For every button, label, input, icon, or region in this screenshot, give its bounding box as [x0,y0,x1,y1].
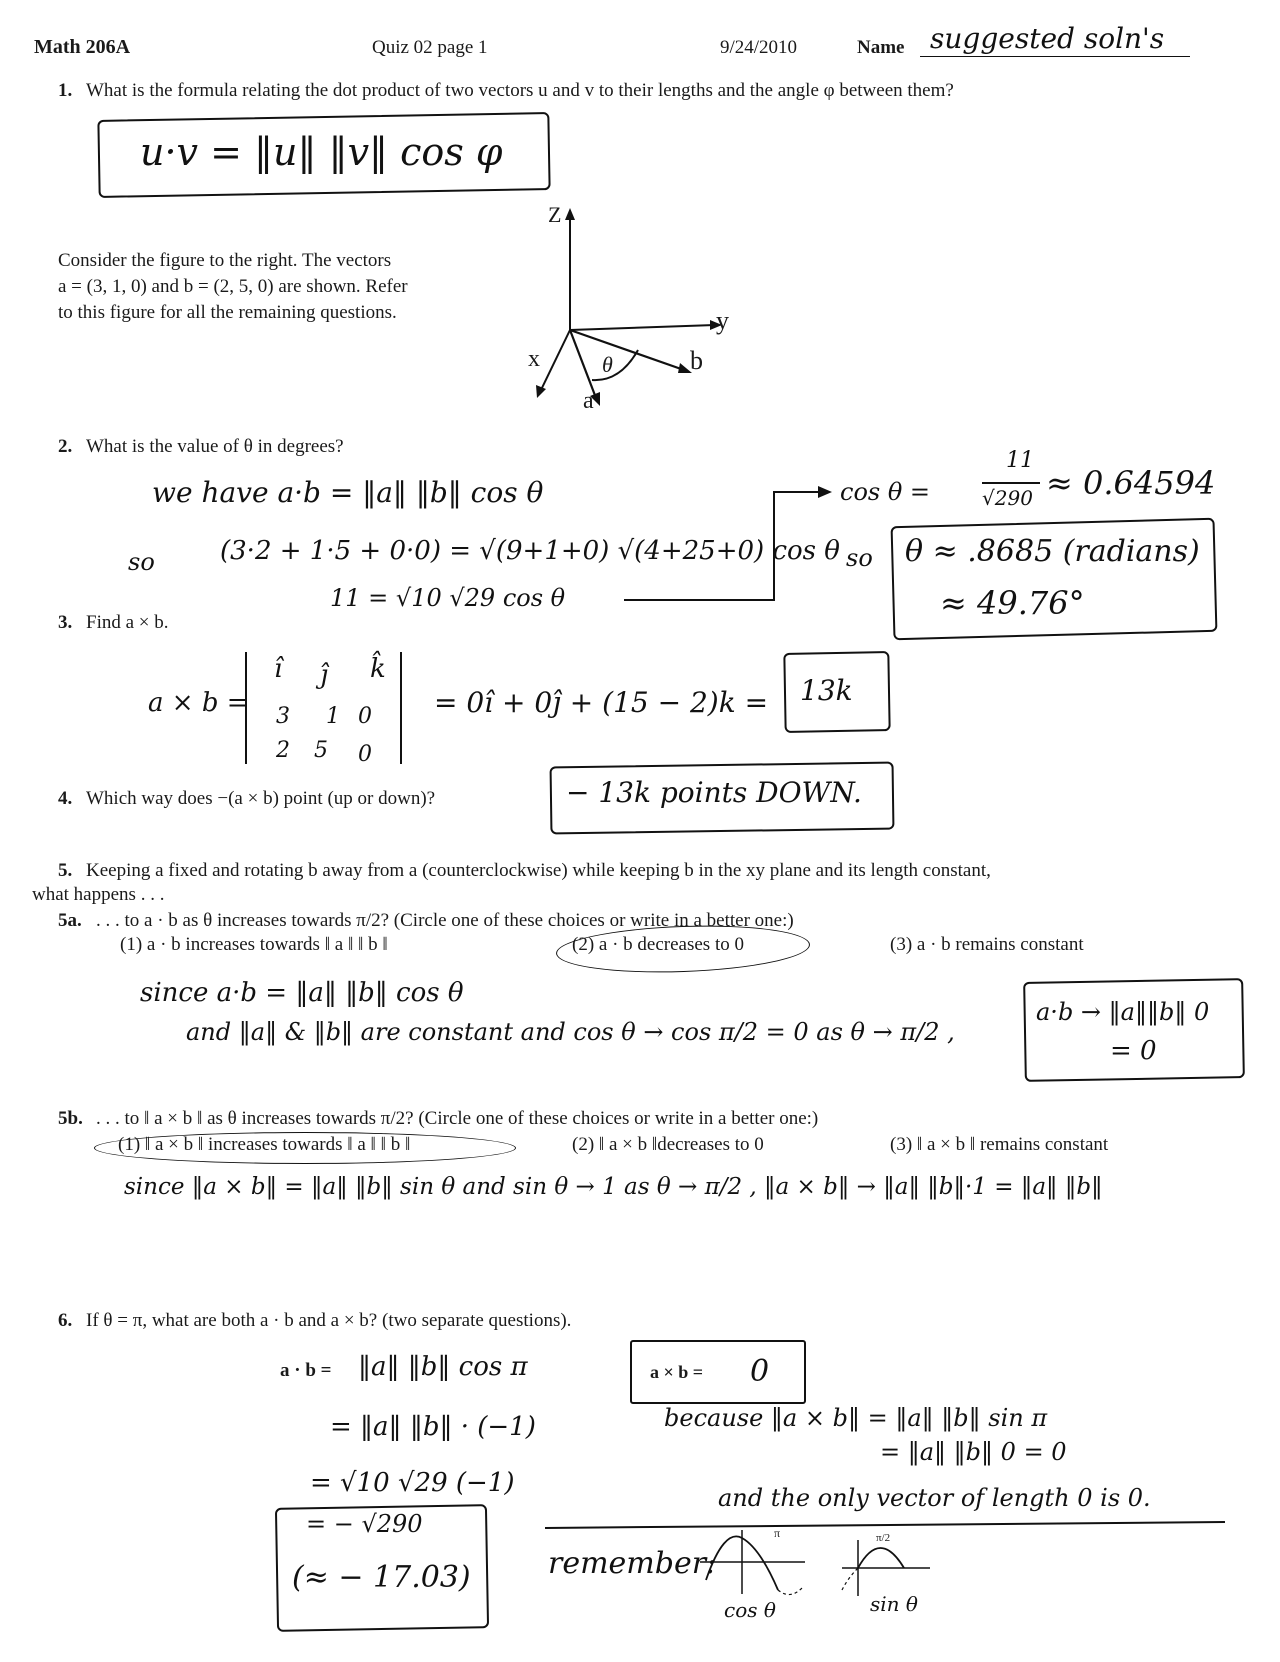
q5a-answer-line-1: a·b → ‖a‖‖b‖ 0 [1036,998,1210,1026]
matrix-r1c2: ĵ [320,660,329,690]
q5a-work-1: since a·b = ‖a‖ ‖b‖ cos θ [140,978,464,1008]
q6-text: If θ = π, what are both a · b and a × b? (two separate questions). [86,1310,572,1331]
name-value: suggested soln's [930,22,1165,55]
sin-curve [858,1548,904,1568]
q5-text-line-1: Keeping a fixed and rotating b away from a (counterclockwise) while keeping b in the xy plane and its length constant, [86,860,991,881]
intro-line-1: Consider the figure to the right. The vectors [58,250,392,271]
q2-so-2: so [846,544,873,572]
q5a-answer-line-2: = 0 [1110,1036,1157,1066]
intro-line-3: to this figure for all the remaining questions. [58,302,397,323]
quiz-title: Quiz 02 page 1 [372,37,488,58]
sin-sketch-label: sin θ [870,1592,918,1616]
figure-z-label: Z [548,202,562,227]
sin-curve-dashed [842,1568,858,1590]
matrix-r2c3: 0 [358,704,372,729]
q2-fraction-denominator: √290 [982,486,1033,510]
q2-fraction-numerator: 11 [1006,448,1034,473]
q2-so: so [128,548,155,576]
figure-x-label: x [528,346,540,372]
q6-dot-answer-line-1: = − √290 [306,1510,423,1538]
q5-number: 5. [58,860,73,881]
q4-answer: − 13k points DOWN. [566,776,862,809]
cos-sketch-pi-label: π [774,1526,781,1540]
q6-cross-value: 0 [750,1354,770,1389]
q2-work-1: we have a·b = ‖a‖ ‖b‖ cos θ [152,476,544,509]
q5b-choice-2: (2) ‖ a × b ‖decreases to 0 [572,1134,764,1155]
q2-text: What is the value of θ in degrees? [86,436,344,457]
q5a-choice-3: (3) a · b remains constant [890,934,1084,955]
q2-answer-radians: θ ≈ .8685 (radians) [905,534,1200,569]
sin-sketch-half-pi-label: π/2 [876,1532,891,1544]
q3-text: Find a × b. [86,612,169,633]
q6-number: 6. [58,1310,73,1331]
q5a-work-2: and ‖a‖ & ‖b‖ are constant and cos θ → cos π/2 = 0 as θ → π/2 , [186,1018,955,1046]
figure-a-label: a [583,388,594,414]
q6-dot-answer-line-2: (≈ − 17.03) [292,1560,471,1595]
q6-dot-label: a · b = [280,1360,332,1381]
q2-work-2: (3·2 + 1·5 + 0·0) = √(9+1+0) √(4+25+0) cos θ [220,536,840,566]
q2-approx-value: ≈ 0.64594 [1046,464,1216,502]
q6-dot-line-1: ‖a‖ ‖b‖ cos π [358,1352,528,1382]
q2-answer-degrees: ≈ 49.76° [940,584,1085,622]
q1-answer: u·v = ‖u‖ ‖v‖ cos φ [140,130,503,174]
matrix-r2c1: 3 [276,704,290,729]
cos-curve-dashed [778,1588,802,1595]
q5b-work: since ‖a × b‖ = ‖a‖ ‖b‖ sin θ and sin θ → 1 as θ → π/2 , ‖a × b‖ → ‖a‖ ‖b‖·1 = ‖a‖ ‖b‖ [124,1174,1103,1200]
q6-cross-work-3: and the only vector of length 0 is 0. [718,1484,1151,1512]
q3-answer: 13k [800,674,853,707]
cos-sketch-label: cos θ [724,1598,776,1622]
remember-label: remember: [548,1546,717,1581]
matrix-r3c2: 5 [314,738,328,763]
figure-y-label: y [716,306,729,335]
q3-expansion: = 0î + 0ĵ + (15 − 2)k = [434,686,769,719]
matrix-r3c1: 2 [276,738,290,763]
matrix-r3c3: 0 [358,742,372,767]
q5a-choice-2: (2) a · b decreases to 0 [572,934,744,955]
course-title: Math 206A [34,36,131,58]
q6-cross-label: a × b = [650,1362,704,1382]
q4-number: 4. [58,788,73,809]
q6-dot-line-2: = ‖a‖ ‖b‖ · (−1) [330,1412,536,1442]
q5a-text: . . . to a · b as θ increases towards π/2? (Circle one of these choices or write in a better one:) [96,910,794,931]
figure-theta-label: θ [602,352,613,377]
quiz-date: 9/24/2010 [720,37,798,58]
name-label: Name [857,37,905,58]
q5a-choice-1: (1) a · b increases towards ‖ a ‖ ‖ b ‖ [120,934,388,955]
q1-number: 1. [58,80,73,101]
q2-work-3: 11 = √10 √29 cos θ [330,584,566,612]
q5b-choice-3: (3) ‖ a × b ‖ remains constant [890,1134,1109,1155]
q5-text-line-2: what happens . . . [32,884,165,905]
q4-text: Which way does −(a × b) point (up or down)? [86,788,436,809]
q2-number: 2. [58,436,73,457]
figure-b-label: b [690,346,703,375]
q2-cos-line: cos θ = [840,478,931,506]
q1-text: What is the formula relating the dot product of two vectors u and v to their lengths and the angle φ between them? [86,80,954,101]
matrix-r1c3: k̂ [370,654,386,684]
matrix-r1c1: î [274,654,283,684]
intro-line-2: a = (3, 1, 0) and b = (2, 5, 0) are shown. Refer [58,276,408,297]
q3-lhs: a × b = [148,688,249,718]
q5a-label: 5a. [58,910,82,931]
q5b-choice-1: (1) ‖ a × b ‖ increases towards ‖ a ‖ ‖ b ‖ [118,1134,411,1155]
q5b-label: 5b. [58,1108,83,1129]
matrix-r2c2: 1 [326,704,340,729]
q6-cross-work-1: because ‖a × b‖ = ‖a‖ ‖b‖ sin π [664,1404,1048,1432]
q5b-text: . . . to ‖ a × b ‖ as θ increases towards π/2? (Circle one of these choices or write in a better one:) [96,1108,819,1129]
q6-cross-work-2: = ‖a‖ ‖b‖ 0 = 0 [880,1438,1067,1466]
q3-number: 3. [58,612,73,633]
q6-dot-line-3: = √10 √29 (−1) [310,1468,515,1498]
